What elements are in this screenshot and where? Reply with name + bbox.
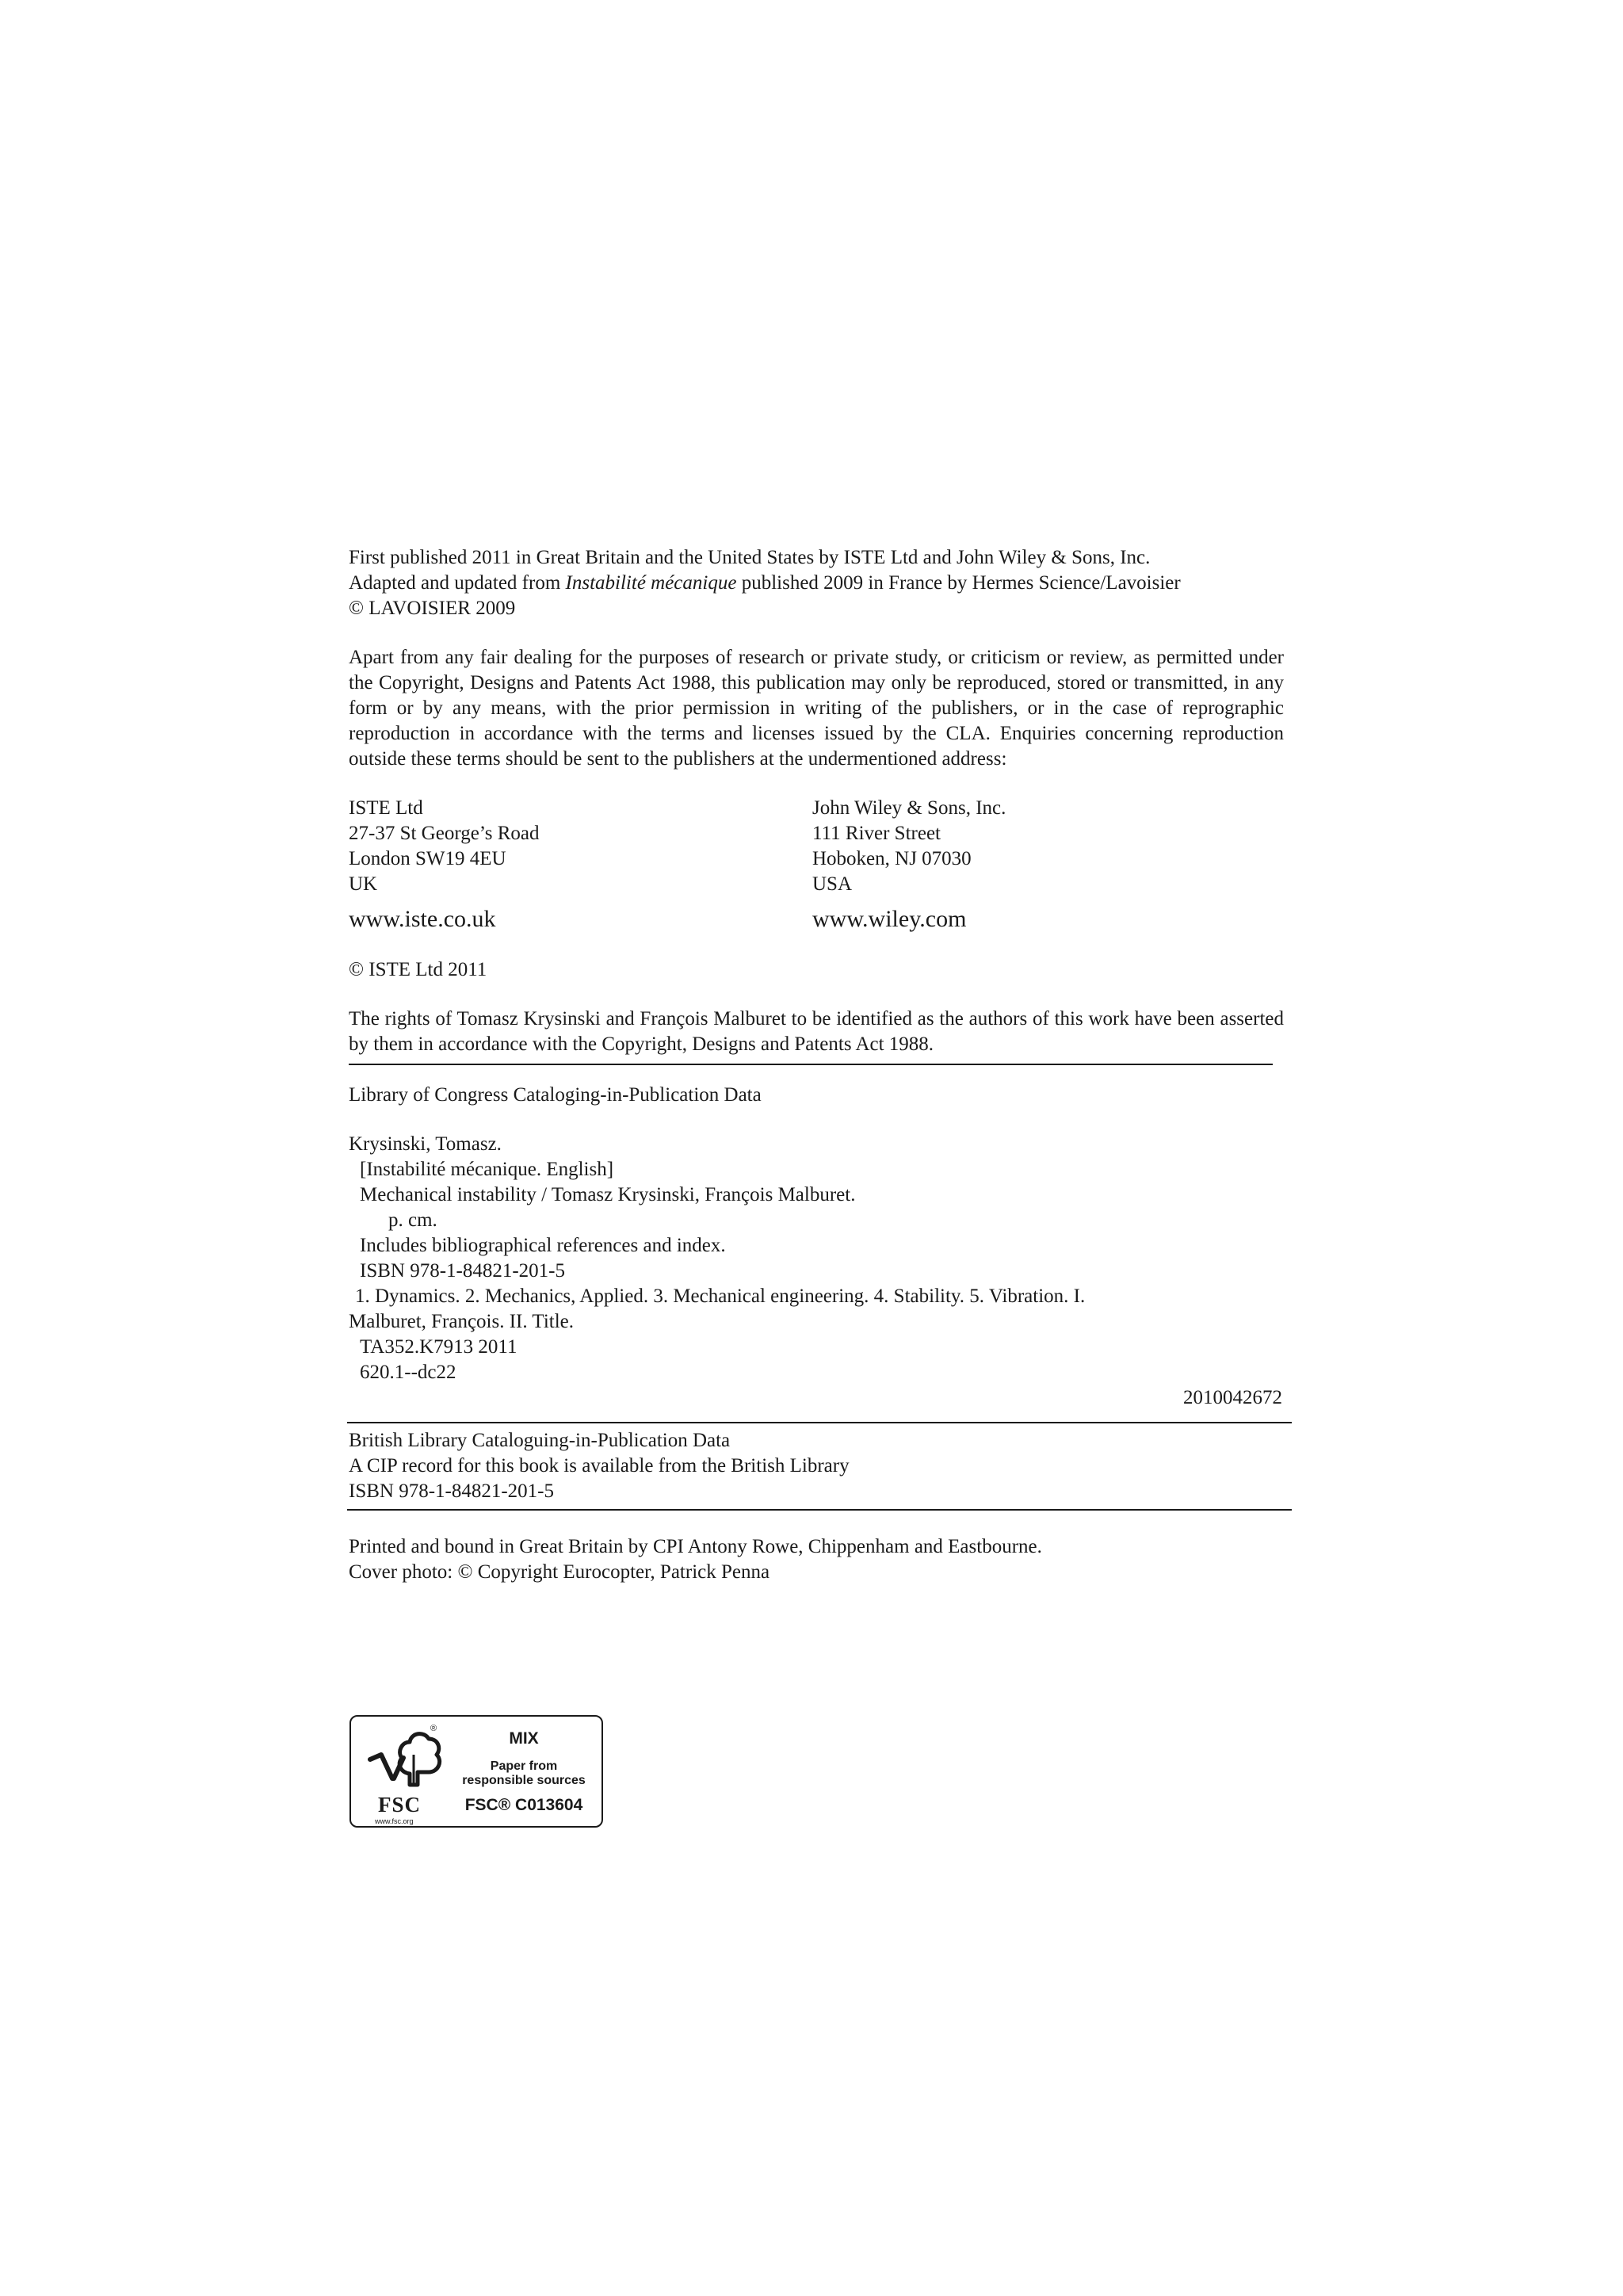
bl-record: A CIP record for this book is available from the British Library	[349, 1455, 850, 1477]
fsc-tree-mark	[357, 1721, 446, 1825]
loc-subjects-2: Malburet, François. II. Title.	[349, 1311, 575, 1332]
loc-control-number: 2010042672	[1183, 1387, 1282, 1408]
fsc-tree-check-icon	[365, 1723, 445, 1796]
loc-heading: Library of Congress Cataloging-in-Publication Data	[349, 1084, 762, 1106]
loc-original-title: [Instabilité mécanique. English]	[360, 1159, 614, 1180]
loc-subjects-1: 1. Dynamics. 2. Mechanics, Applied. 3. Mechanical engineering. 4. Stability. 5. Vibration. I.	[355, 1286, 1086, 1307]
publication-line-3: © LAVOISIER 2009	[349, 598, 516, 619]
divider-rule	[349, 1064, 1273, 1065]
publisher-addresses	[349, 796, 1284, 934]
iste-website: www.iste.co.uk	[349, 906, 496, 932]
loc-dewey: 620.1--dc22	[360, 1362, 456, 1383]
loc-pages: p. cm.	[388, 1209, 437, 1231]
loc-record	[349, 1132, 1284, 1411]
bl-heading: British Library Cataloguing-in-Publication Data	[349, 1430, 731, 1451]
publication-line-1: First published 2011 in Great Britain and the United States by ISTE Ltd and John Wiley & Sons, Inc.	[349, 547, 1151, 568]
loc-title: Mechanical instability / Tomasz Krysinski, François Malburet.	[360, 1184, 856, 1205]
copyright-page	[349, 545, 1284, 1585]
british-library-box	[347, 1422, 1292, 1511]
fsc-logo	[349, 1715, 603, 1828]
fsc-wordmark: FSC	[378, 1793, 422, 1817]
loc-call-number: TA352.K7913 2011	[360, 1336, 517, 1358]
fsc-mix: MIX	[509, 1729, 539, 1748]
fsc-label	[448, 1717, 600, 1824]
fsc-registered-mark: ®	[430, 1724, 437, 1733]
authors-rights: The rights of Tomasz Krysinski and François Malburet to be identified as the authors of this work have been asserted by them in accordance with the Copyright, Designs and Patents Act 1988.	[349, 1008, 1284, 1055]
wiley-website: www.wiley.com	[812, 906, 967, 932]
fsc-url: www.fsc.org	[375, 1817, 414, 1825]
iste-address: ISTE Ltd 27-37 St George’s Road London SW19 4EU UK www.iste.co.uk	[349, 796, 812, 934]
fsc-paper-line-2: responsible sources	[462, 1774, 586, 1787]
printed-by: Printed and bound in Great Britain by CPI Antony Rowe, Chippenham and Eastbourne.	[349, 1536, 1042, 1557]
original-title: Instabilité mécanique	[565, 572, 737, 594]
rights-notice: Apart from any fair dealing for the purposes of research or private study, or criticism or review, as permitted under the Copyright, Designs and Patents Act 1988, this publication may only be reproduced, stored or transmitted, in any form or by any means, with the prior permission in writing of the publishers, or in the case of reprographic reproduction in accordance with the terms and licenses issued by the CLA. Enquiries concerning reproduction outside these terms should be sent to the publishers at the undermentioned address:	[349, 647, 1284, 770]
wiley-address: John Wiley & Sons, Inc. 111 River Street Hoboken, NJ 07030 USA www.wiley.com	[812, 796, 1284, 934]
fsc-license-code: FSC® C013604	[464, 1796, 583, 1814]
cover-photo-credit: Cover photo: © Copyright Eurocopter, Patrick Penna	[349, 1561, 770, 1583]
printing-info	[349, 1534, 1284, 1585]
fsc-paper-line-1: Paper from	[490, 1759, 558, 1773]
loc-isbn: ISBN 978-1-84821-201-5	[360, 1260, 566, 1282]
loc-includes: Includes bibliographical references and index.	[360, 1235, 726, 1256]
publication-line-2: Adapted and updated from Instabilité mécanique published 2009 in France by Hermes Science/Lavoisier	[349, 572, 1181, 594]
copyright-notice: © ISTE Ltd 2011	[349, 959, 487, 980]
publication-info	[349, 545, 1284, 621]
bl-isbn: ISBN 978-1-84821-201-5	[349, 1480, 555, 1502]
loc-author: Krysinski, Tomasz.	[349, 1133, 502, 1155]
